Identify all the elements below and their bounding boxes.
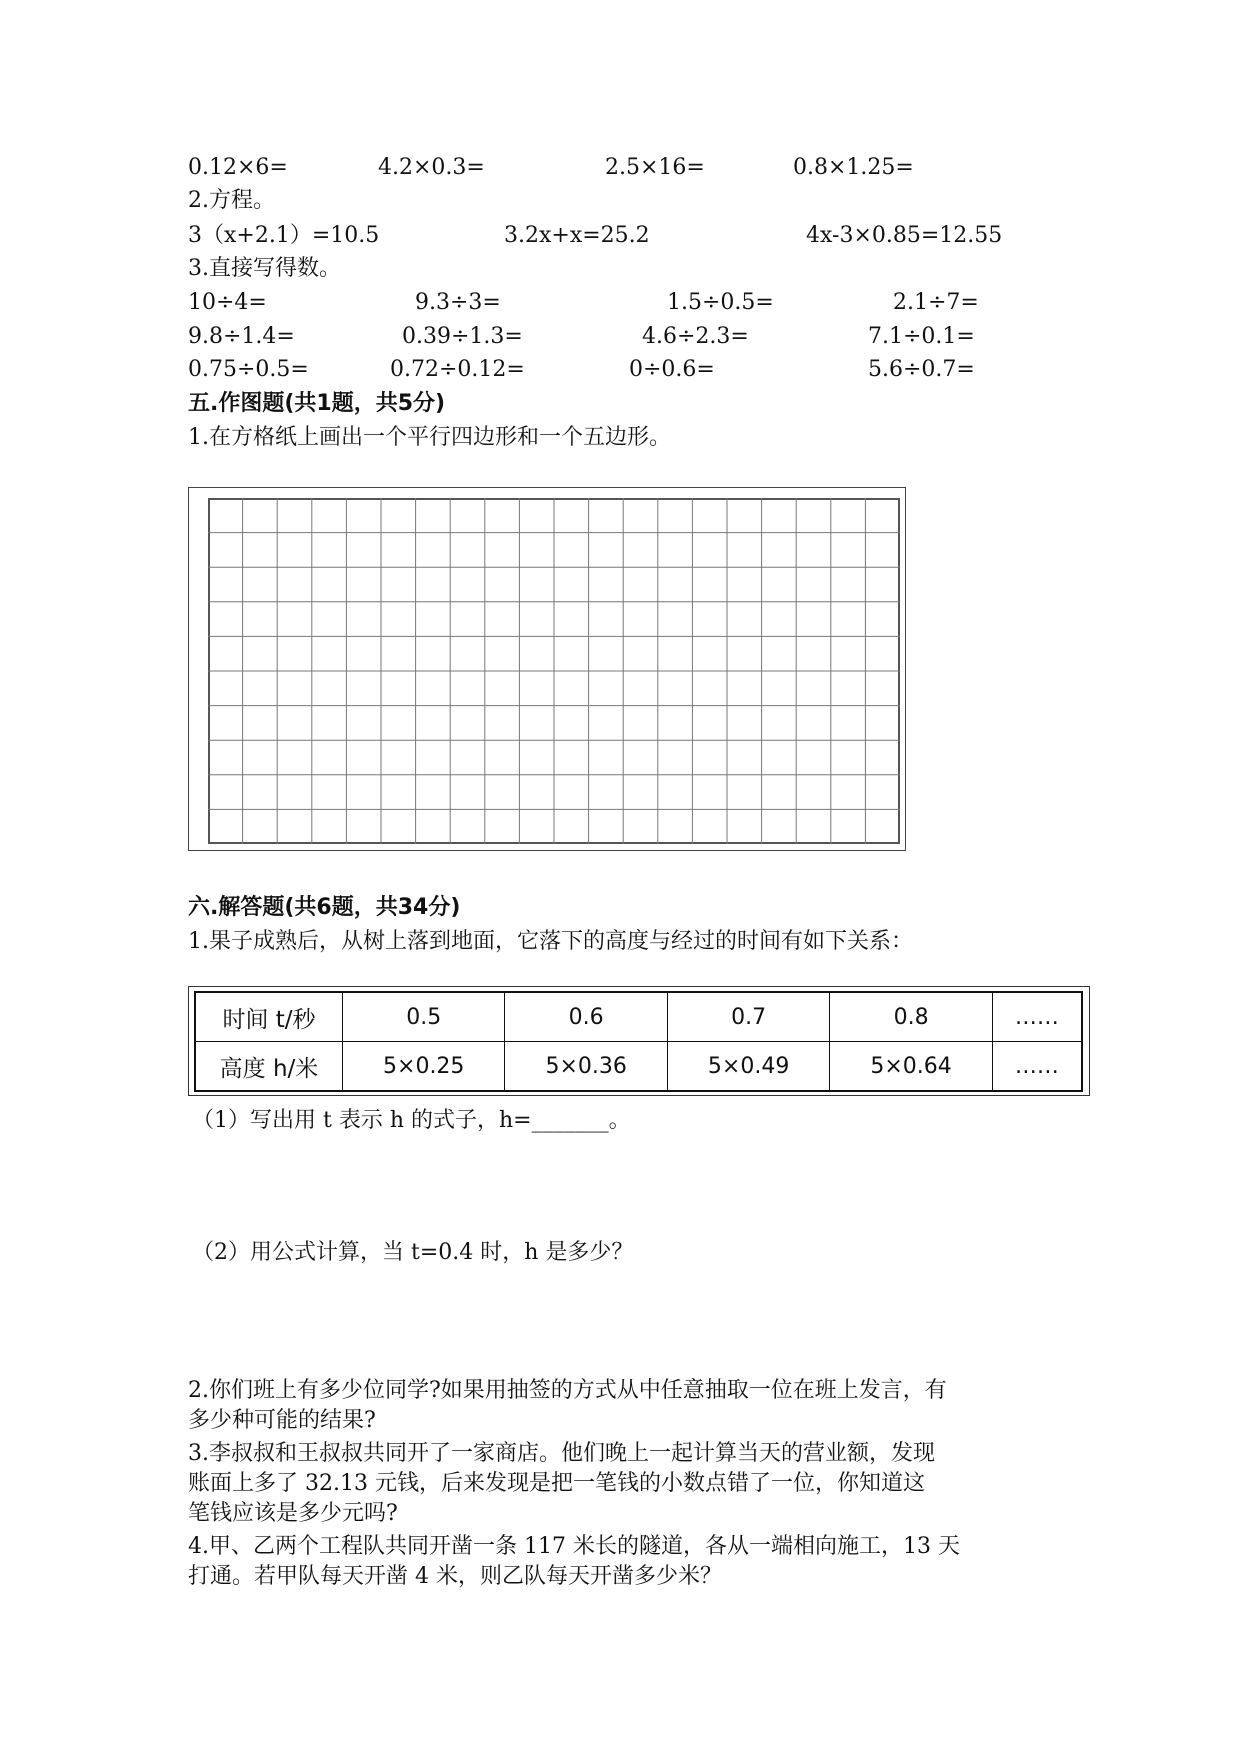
question-text: 账面上多了 32.13 元钱，后来发现是把一笔钱的小数点错了一位，你知道这 [188,1471,925,1496]
equation-title: 2.方程。 [188,188,275,213]
table-cell: 0.5 [343,992,505,1042]
equation-item: 4x-3×0.85=12.55 [806,223,1003,248]
question-text: 1.果子成熟后，从树上落到地面，它落下的高度与经过的时间有如下关系： [188,929,913,954]
direct-item: 0.72÷0.12= [390,357,525,382]
direct-item: 2.1÷7= [893,290,979,315]
table-cell: 5×0.49 [667,1042,829,1092]
question-text: 多少种可能的结果? [188,1408,376,1433]
table-cell: 0.6 [505,992,667,1042]
calc-item: 4.2×0.3= [378,155,485,180]
sub-question: （2）用公式计算，当 t=0.4 时，h 是多少？ [192,1240,634,1265]
question-text: 3.李叔叔和王叔叔共同开了一家商店。他们晚上一起计算当天的营业额，发现 [188,1441,935,1466]
question-text: 1.在方格纸上画出一个平行四边形和一个五边形。 [188,425,671,450]
equation-item: 3.2x+x=25.2 [504,223,650,248]
question-text: 2.你们班上有多少位同学?如果用抽签的方式从中任意抽取一位在班上发言，有 [188,1378,947,1403]
direct-title: 3.直接写得数。 [188,256,341,281]
question-text: 打通。若甲队每天开凿 4 米，则乙队每天开凿多少米？ [188,1564,722,1589]
table-cell: 0.7 [667,992,829,1042]
table-cell: 5×0.36 [505,1042,667,1092]
calc-item: 0.8×1.25= [793,155,914,180]
table-row [195,1042,1082,1092]
table-cell: 5×0.25 [343,1042,505,1092]
direct-item: 0÷0.6= [629,357,715,382]
direct-item: 1.5÷0.5= [667,290,774,315]
direct-item: 7.1÷0.1= [868,324,975,349]
table-row [195,992,1082,1042]
table-cell: …… [992,1042,1082,1092]
section-heading: 六.解答题(共6题，共34分) [188,895,461,920]
equation-item: 3（x+2.1）=10.5 [188,223,380,248]
direct-item: 0.75÷0.5= [188,357,309,382]
question-text: 笔钱应该是多少元吗? [188,1501,398,1526]
sub-question: （1）写出用 t 表示 h 的式子，h=_______。 [192,1108,631,1133]
direct-item: 4.6÷2.3= [642,324,749,349]
table-cell: 5×0.64 [830,1042,992,1092]
direct-item: 10÷4= [188,290,267,315]
calc-item: 2.5×16= [605,155,705,180]
section-heading: 五.作图题(共1题，共5分) [188,391,446,416]
direct-item: 9.3÷3= [415,290,501,315]
direct-item: 9.8÷1.4= [188,324,295,349]
table-cell: …… [992,992,1082,1042]
table-cell: 0.8 [830,992,992,1042]
table-cell: 高度 h/米 [195,1042,343,1092]
direct-item: 0.39÷1.3= [402,324,523,349]
grid-lines [208,498,900,844]
time-height-table [194,991,1083,1092]
table-cell: 时间 t/秒 [195,992,343,1042]
question-text: 4.甲、乙两个工程队共同开凿一条 117 米长的隧道，各从一端相向施工，13 天 [188,1534,960,1559]
direct-item: 5.6÷0.7= [868,357,975,382]
calc-item: 0.12×6= [188,155,288,180]
